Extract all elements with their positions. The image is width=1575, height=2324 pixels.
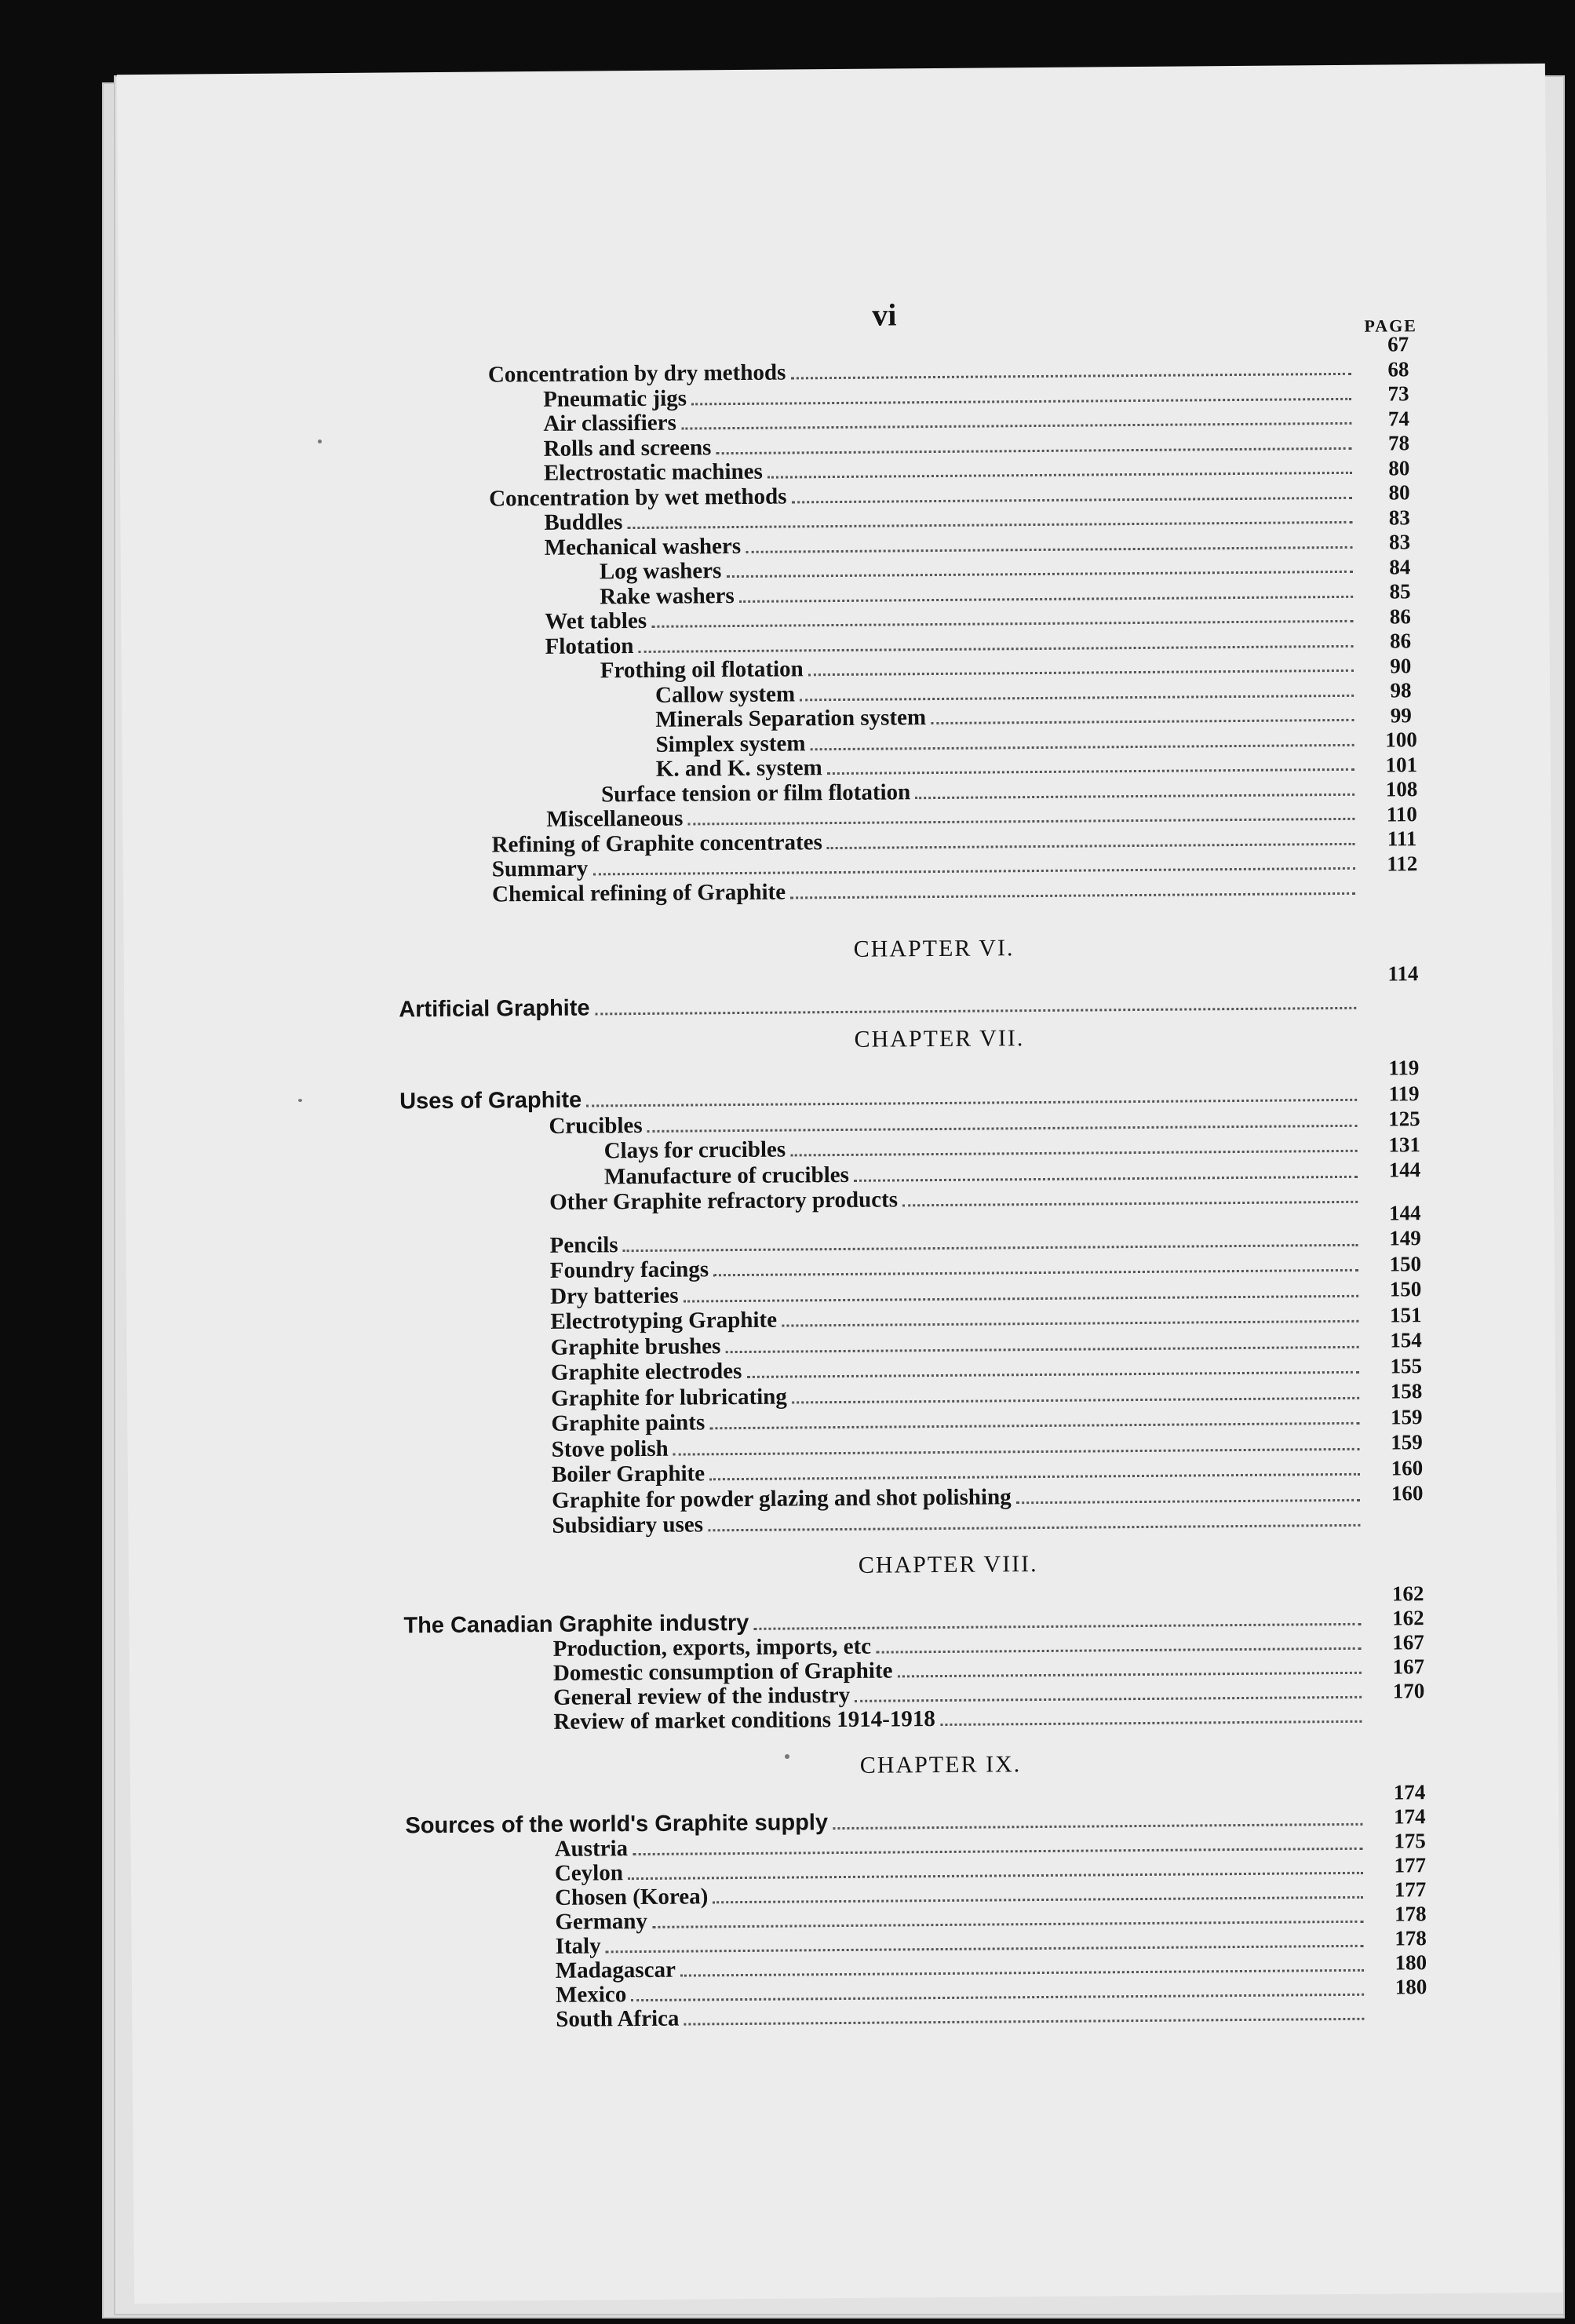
page-reference: 175 xyxy=(1394,1829,1426,1853)
toc-entry xyxy=(549,1184,1358,1215)
page-reference: 68 xyxy=(1387,356,1409,381)
dot-leader xyxy=(833,1823,1362,1830)
toc-entry-title: Rolls and screens xyxy=(543,434,712,462)
dot-leader xyxy=(931,719,1354,724)
dot-leader xyxy=(808,669,1354,676)
page-reference: 98 xyxy=(1390,678,1412,702)
page-reference: 111 xyxy=(1387,826,1417,851)
dot-leader xyxy=(811,743,1354,750)
toc-entry-title: Miscellaneous xyxy=(546,805,684,832)
toc-entry xyxy=(556,2001,1364,2032)
toc-entry xyxy=(553,1703,1362,1735)
page-reference: 178 xyxy=(1395,1926,1427,1950)
page-reference: 84 xyxy=(1389,554,1411,578)
toc-entry-title: Electrotyping Graphite xyxy=(550,1307,778,1334)
page-reference: 177 xyxy=(1394,1853,1427,1877)
dot-leader xyxy=(902,1201,1358,1207)
page-reference: 100 xyxy=(1385,728,1417,752)
toc-entry-title: The Canadian Graphite industry xyxy=(403,1610,749,1639)
page-reference: 86 xyxy=(1389,604,1411,628)
dot-leader xyxy=(688,818,1355,826)
scan-speck xyxy=(785,1754,789,1759)
chapter-heading: CHAPTER VIII. xyxy=(858,1551,1038,1578)
page-reference: 149 xyxy=(1389,1226,1421,1250)
toc-entry-title: Concentration by dry methods xyxy=(487,359,786,388)
dot-leader xyxy=(680,1969,1364,1977)
dot-leader xyxy=(681,422,1351,430)
dot-leader xyxy=(628,1872,1363,1880)
toc-entry-title: Clays for crucibles xyxy=(603,1136,786,1164)
dot-leader xyxy=(651,620,1353,628)
page-reference: 159 xyxy=(1390,1404,1423,1428)
toc-entry-title: Summary xyxy=(491,856,589,882)
dot-leader xyxy=(632,1994,1365,2001)
dot-leader xyxy=(940,1720,1362,1726)
toc-entry-title: Electrostatic machines xyxy=(543,458,763,486)
dot-leader xyxy=(727,571,1353,578)
page-reference: 112 xyxy=(1387,851,1418,876)
dot-leader xyxy=(792,1396,1359,1403)
dot-leader xyxy=(652,1921,1363,1928)
page-reference: 85 xyxy=(1389,579,1411,604)
page-reference: 86 xyxy=(1389,629,1412,653)
page-reference: 114 xyxy=(1387,961,1419,986)
dot-leader xyxy=(709,1473,1360,1481)
page-reference: 151 xyxy=(1389,1302,1422,1326)
toc-entry-title: Graphite brushes xyxy=(550,1333,721,1360)
page-reference: 119 xyxy=(1388,1081,1420,1106)
toc-entry-title: Log washers xyxy=(599,558,722,585)
page-reference: 162 xyxy=(1392,1606,1424,1630)
dot-leader xyxy=(898,1672,1362,1678)
page-reference: 174 xyxy=(1393,1780,1426,1804)
dot-leader xyxy=(854,1175,1358,1181)
toc-entry-title: Italy xyxy=(555,1933,601,1959)
page-reference: 150 xyxy=(1389,1277,1422,1301)
page-reference: 154 xyxy=(1390,1328,1422,1352)
page-reference: 160 xyxy=(1391,1481,1424,1505)
page-reference: 144 xyxy=(1388,1158,1421,1182)
dot-leader xyxy=(827,842,1355,848)
dot-leader xyxy=(790,1150,1357,1157)
toc-entry-title: Graphite paints xyxy=(551,1410,705,1436)
dot-leader xyxy=(716,447,1352,454)
toc-entry-title: Simplex system xyxy=(655,730,806,757)
dot-leader xyxy=(754,1623,1362,1630)
dot-leader xyxy=(623,1243,1358,1251)
toc-entry-title: Minerals Separation system xyxy=(655,705,927,732)
dot-leader xyxy=(791,373,1351,380)
page-reference: 110 xyxy=(1386,801,1417,826)
toc-entry-title: Buddles xyxy=(544,509,623,535)
toc-entry-title: Domestic consumption of Graphite xyxy=(552,1658,893,1686)
page-reference: 125 xyxy=(1388,1107,1420,1131)
page-reference: 170 xyxy=(1392,1679,1425,1703)
toc-entry-title: Graphite for powder glazing and shot polishing xyxy=(552,1483,1012,1513)
toc-entry-title: Review of market conditions 1914-1918 xyxy=(553,1706,936,1735)
scan-speck xyxy=(318,440,322,443)
toc-entry-title: Graphite electrodes xyxy=(550,1358,742,1385)
toc-entry-title: Chemical refining of Graphite xyxy=(491,879,786,907)
page-number: vi xyxy=(872,297,897,333)
toc-entry-title: Sources of the world's Graphite supply xyxy=(405,1810,829,1839)
dot-leader xyxy=(586,1099,1357,1107)
dot-leader xyxy=(800,694,1354,701)
dot-leader xyxy=(790,892,1355,899)
toc-entry-title: Germany xyxy=(555,1908,648,1935)
toc-entry-title: General review of the industry xyxy=(553,1682,851,1710)
dot-leader xyxy=(628,521,1353,529)
dot-leader xyxy=(713,1896,1364,1904)
toc-entry-title: Surface tension or film flotation xyxy=(600,779,911,807)
dot-leader xyxy=(876,1647,1361,1654)
toc-entry-title: Dry batteries xyxy=(549,1282,679,1309)
page-reference: 99 xyxy=(1390,702,1412,727)
toc-entry-title: South Africa xyxy=(556,2005,680,2032)
chapter-heading: CHAPTER VI. xyxy=(853,935,1015,962)
toc-entry-title: Subsidiary uses xyxy=(552,1512,704,1538)
page-reference: 167 xyxy=(1392,1655,1425,1679)
toc-chapter-title xyxy=(399,990,1356,1023)
toc-entry-title: Graphite for lubricating xyxy=(551,1384,787,1411)
page-reference: 167 xyxy=(1392,1630,1424,1655)
toc-entry-title: Frothing oil flotation xyxy=(600,656,804,684)
toc-entry-title: Mexico xyxy=(555,1982,627,2008)
toc-entry-title: Refining of Graphite concentrates xyxy=(491,829,822,857)
page-reference: 180 xyxy=(1395,1950,1427,1975)
page-reference: 159 xyxy=(1391,1430,1423,1454)
page-reference: 162 xyxy=(1391,1582,1424,1606)
page-reference: 101 xyxy=(1385,752,1418,777)
toc-entry-title: Uses of Graphite xyxy=(399,1087,582,1115)
page-reference: 73 xyxy=(1387,381,1409,406)
chapter-heading: CHAPTER VII. xyxy=(854,1025,1025,1053)
page-reference: 160 xyxy=(1391,1455,1424,1479)
page-reference: 108 xyxy=(1385,777,1418,801)
dot-leader xyxy=(1016,1498,1360,1503)
toc-entry-title: Chosen (Korea) xyxy=(555,1884,709,1910)
dot-leader xyxy=(593,867,1355,876)
toc-entry-title: Stove polish xyxy=(551,1436,669,1462)
page-reference: 80 xyxy=(1388,480,1410,505)
page-reference: 83 xyxy=(1388,505,1410,529)
toc-entry-title: Boiler Graphite xyxy=(551,1461,705,1487)
page-reference: 155 xyxy=(1390,1353,1423,1377)
page-reference: 174 xyxy=(1393,1804,1426,1829)
toc-entry-title: Production, exports, imports, etc xyxy=(552,1633,872,1662)
page-reference: 158 xyxy=(1390,1379,1423,1403)
toc-entry-title: Austria xyxy=(554,1836,629,1862)
dot-leader xyxy=(827,768,1354,775)
toc-entry-title: Crucibles xyxy=(549,1112,643,1139)
dot-leader xyxy=(916,793,1355,798)
dot-leader xyxy=(673,1447,1360,1455)
dot-leader xyxy=(726,1345,1359,1352)
dot-leader xyxy=(606,1945,1364,1954)
page-reference: 80 xyxy=(1388,455,1410,480)
dot-leader xyxy=(709,1422,1359,1430)
page-reference: 83 xyxy=(1388,530,1411,554)
toc-entry-title: Madagascar xyxy=(555,1957,676,1983)
dot-leader xyxy=(767,472,1352,479)
toc-entry-title: Manufacture of crucibles xyxy=(603,1162,850,1189)
dot-leader xyxy=(739,595,1353,602)
dot-leader xyxy=(691,397,1351,405)
page-reference: 144 xyxy=(1388,1200,1421,1225)
document-page xyxy=(117,64,1562,2304)
scan-speck xyxy=(298,1099,302,1102)
dot-leader xyxy=(713,1269,1358,1276)
toc-entry-title: Flotation xyxy=(545,633,634,659)
dot-leader xyxy=(633,1848,1362,1855)
dot-leader xyxy=(639,644,1354,652)
dot-leader xyxy=(708,1524,1360,1532)
toc-entry xyxy=(552,1507,1360,1538)
toc-entry-title: Ceylon xyxy=(554,1860,624,1886)
page-reference: 119 xyxy=(1388,1056,1420,1080)
toc-entry-title: Artificial Graphite xyxy=(399,995,590,1023)
dot-leader xyxy=(595,1007,1356,1016)
chapter-heading: CHAPTER IX. xyxy=(859,1751,1022,1779)
page-reference: 178 xyxy=(1394,1902,1427,1926)
dot-leader xyxy=(782,1320,1358,1327)
page-reference: 67 xyxy=(1387,332,1409,356)
toc-entry-title: Foundry facings xyxy=(549,1257,709,1283)
page-reference: 74 xyxy=(1387,406,1409,430)
page-reference: 180 xyxy=(1395,1975,1427,1999)
toc-entry-title: Concentration by wet methods xyxy=(489,483,787,511)
dot-leader xyxy=(747,1371,1359,1378)
toc-entry-title: Air classifiers xyxy=(543,410,676,436)
toc-entry-title: Pencils xyxy=(549,1231,618,1258)
dot-leader xyxy=(855,1696,1362,1702)
dot-leader xyxy=(684,2018,1365,2026)
dot-leader xyxy=(647,1124,1358,1132)
page-reference: 131 xyxy=(1388,1132,1420,1157)
page-reference: 177 xyxy=(1394,1877,1427,1902)
page-reference: 90 xyxy=(1390,653,1412,677)
dot-leader xyxy=(684,1294,1358,1302)
toc-entry-title: Rake washers xyxy=(599,582,735,609)
dot-leader xyxy=(746,545,1352,553)
toc-entry-title: Mechanical washers xyxy=(544,533,742,560)
toc-entry-title: Pneumatic jigs xyxy=(543,385,687,412)
page-reference: 150 xyxy=(1389,1251,1422,1276)
toc-entry-title: K. and K. system xyxy=(655,755,822,782)
dot-leader xyxy=(792,496,1352,503)
page-column-label: PAGE xyxy=(1364,316,1418,336)
toc-entry-title: Wet tables xyxy=(545,607,647,634)
toc-entry-title: Callow system xyxy=(654,680,796,708)
page-reference: 78 xyxy=(1387,431,1410,455)
toc-entry-title: Other Graphite refractory products xyxy=(549,1187,899,1215)
